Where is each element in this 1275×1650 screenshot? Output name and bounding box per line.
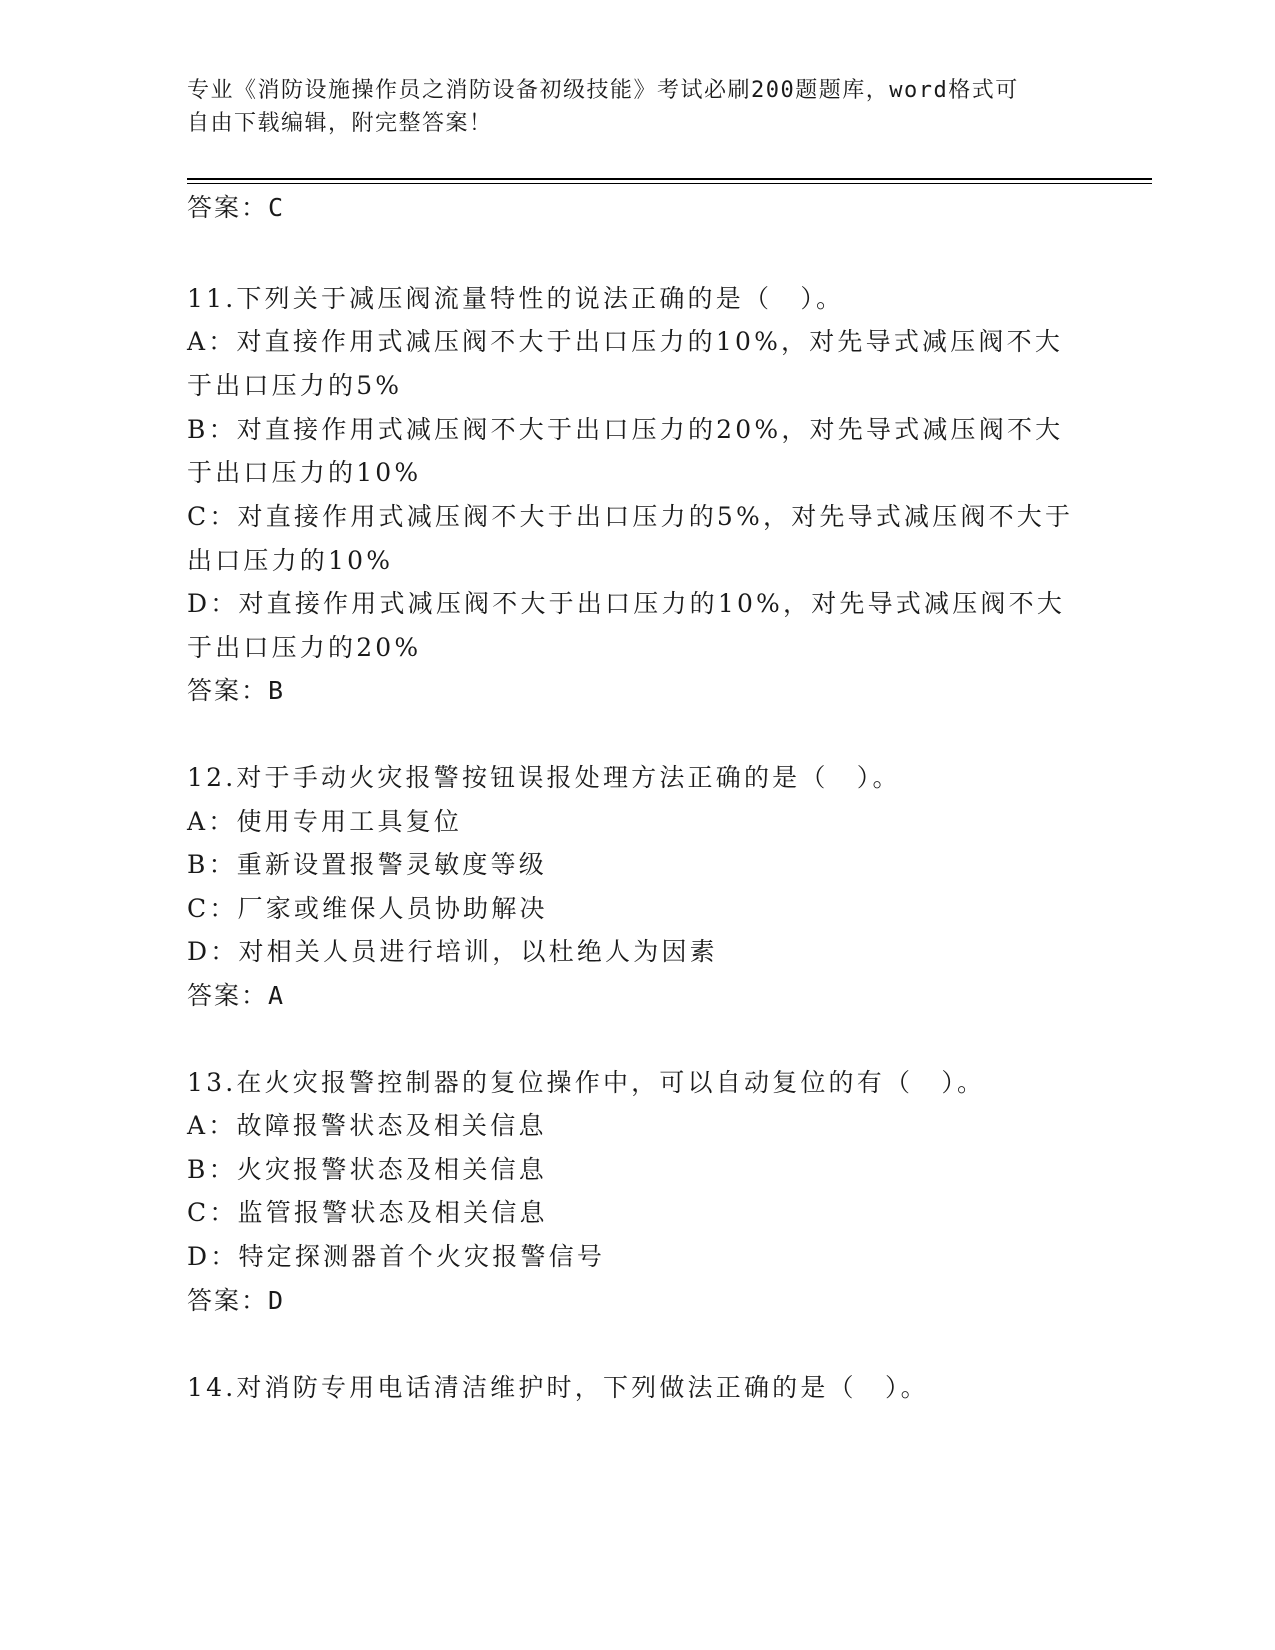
option-b: B：火灾报警状态及相关信息 xyxy=(187,1155,547,1184)
option-c-cont: 出口压力的10% xyxy=(187,546,394,575)
answer-value: A xyxy=(268,981,286,1010)
option-b: B：重新设置报警灵敏度等级 xyxy=(187,850,547,879)
option-d: D：对相关人员进行培训，以杜绝人为因素 xyxy=(187,937,718,966)
document-header xyxy=(187,74,1067,140)
answer-label: 答案： xyxy=(187,981,269,1010)
answer-value: D xyxy=(268,1286,286,1315)
option-a: A：对直接作用式减压阀不大于出口压力的10%，对先导式减压阀不大 xyxy=(187,327,1064,356)
header-line-1: 专业《消防设施操作员之消防设备初级技能》考试必刷200题题库，word格式可 xyxy=(187,78,1019,103)
answer-line xyxy=(187,192,285,224)
option-d: D：特定探测器首个火灾报警信号 xyxy=(187,1242,606,1271)
option-a: A：故障报警状态及相关信息 xyxy=(187,1111,547,1140)
option-c: C：监管报警状态及相关信息 xyxy=(187,1198,548,1227)
answer-line xyxy=(187,980,285,1012)
answer-line xyxy=(187,1285,285,1317)
option-a: A：使用专用工具复位 xyxy=(187,807,463,836)
header-divider-thin xyxy=(187,183,1152,184)
question-stem: 14.对消防专用电话清洁维护时，下列做法正确的是（ ）。 xyxy=(187,1373,929,1402)
question-stem: 12.对于手动火灾报警按钮误报处理方法正确的是（ ）。 xyxy=(187,763,901,792)
option-c: C：厂家或维保人员协助解决 xyxy=(187,894,548,923)
option-b-cont: 于出口压力的10% xyxy=(187,458,422,487)
option-a-cont: 于出口压力的5% xyxy=(187,371,403,400)
answer-label: 答案： xyxy=(187,676,269,705)
option-c: C：对直接作用式减压阀不大于出口压力的5%，对先导式减压阀不大于 xyxy=(187,502,1074,531)
answer-label: 答案： xyxy=(187,1286,269,1315)
question-stem: 11.下列关于减压阀流量特性的说法正确的是（ ）。 xyxy=(187,284,845,313)
answer-label: 答案： xyxy=(187,193,269,222)
answer-line xyxy=(187,675,285,707)
header-line-2: 自由下载编辑，附完整答案！ xyxy=(187,111,493,136)
header-divider-thick xyxy=(187,178,1152,180)
option-d: D：对直接作用式减压阀不大于出口压力的10%，对先导式减压阀不大 xyxy=(187,589,1066,618)
option-b: B：对直接作用式减压阀不大于出口压力的20%，对先导式减压阀不大 xyxy=(187,415,1064,444)
answer-value: C xyxy=(268,193,286,222)
question-stem: 13.在火灾报警控制器的复位操作中，可以自动复位的有（ ）。 xyxy=(187,1068,986,1097)
option-d-cont: 于出口压力的20% xyxy=(187,633,422,662)
answer-value: B xyxy=(268,676,286,705)
